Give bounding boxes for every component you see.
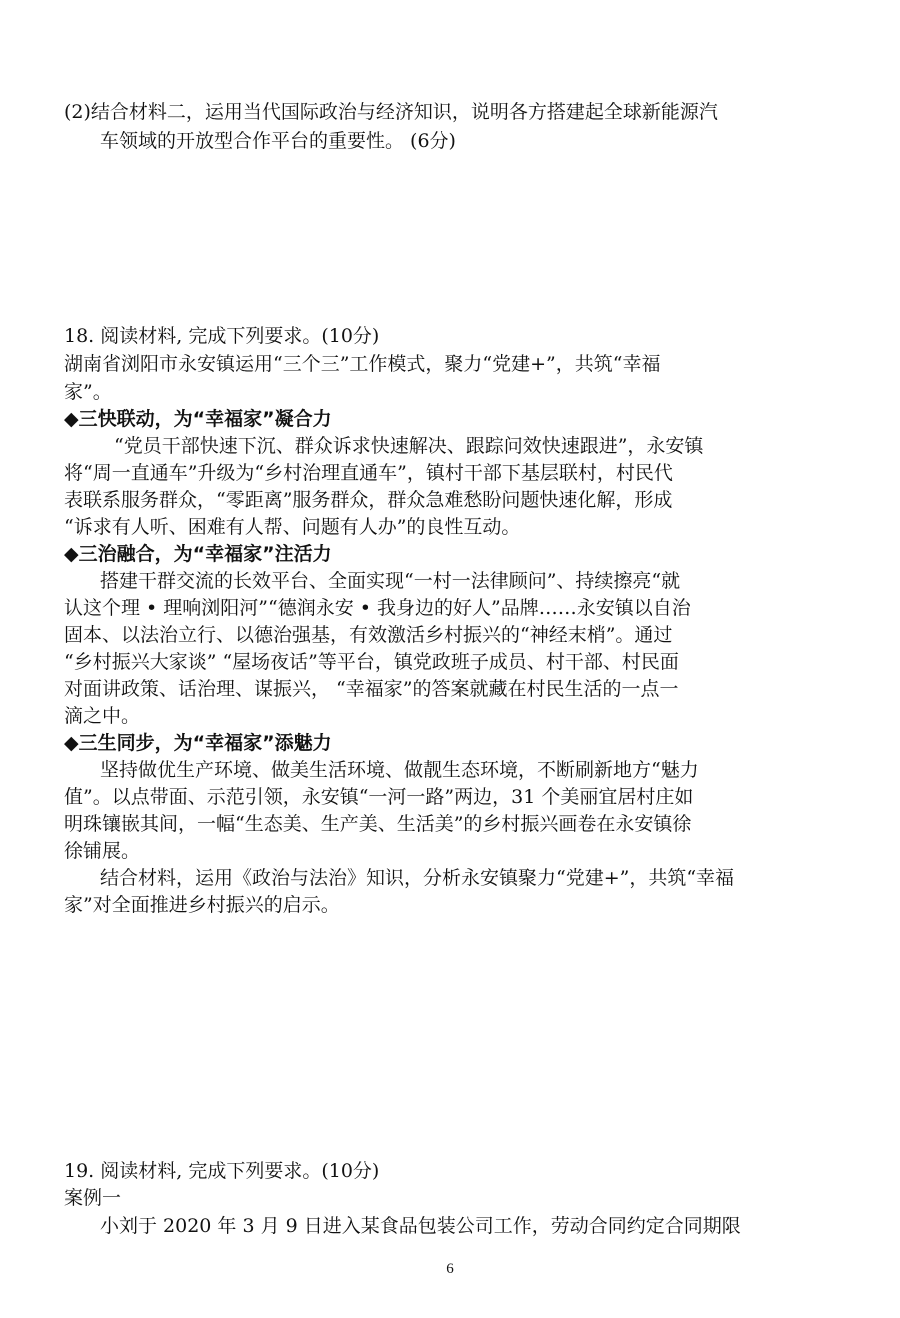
page-number: 6 — [446, 1261, 454, 1277]
section3-line-3: 明珠镶嵌其间，一幅“生态美、生产美、生活美”的乡村振兴画卷在永安镇徐 — [64, 813, 692, 835]
q18-intro-line-2: 家”。 — [64, 381, 112, 403]
q18-question-line-1: 结合材料，运用《政治与法治》知识，分析永安镇聚力“党建+”，共筑“幸福 — [100, 867, 735, 889]
section1-line-3: 表联系服务群众，“零距离”服务群众，群众急难愁盼问题快速化解，形成 — [64, 489, 673, 511]
section1-line-2: 将“周一直通车”升级为“乡村治理直通车”，镇村干部下基层联村，村民代 — [64, 462, 673, 484]
section1-line-4: “诉求有人听、困难有人帮、问题有人办”的良性互动。 — [64, 516, 521, 538]
section2-line-1: 搭建干群交流的长效平台、全面实现“一村一法律顾问”、持续擦亮“就 — [100, 570, 681, 592]
q18-intro-line-1: 湖南省浏阳市永安镇运用“三个三”工作模式，聚力“党建+”，共筑“幸福 — [64, 353, 661, 375]
section2-line-6: 滴之中。 — [64, 705, 141, 727]
section3-line-2: 值”。以点带面、示范引领，永安镇“一河一路”两边，31 个美丽宜居村庄如 — [64, 786, 694, 808]
q19-line-1: 小刘于 2020 年 3 月 9 日进入某食品包装公司工作，劳动合同约定合同期限 — [100, 1215, 741, 1237]
section2-line-5: 对面讲政策、话治理、谋振兴， “幸福家”的答案就藏在村民生活的一点一 — [64, 678, 679, 700]
section1-line-1: “党员干部快速下沉、群众诉求快速解决、跟踪问效快速跟进”，永安镇 — [114, 435, 704, 457]
section2-line-4: “乡村振兴大家谈” “屋场夜话”等平台，镇党政班子成员、村干部、村民面 — [64, 651, 679, 673]
q17-part2-line-2: 车领域的开放型合作平台的重要性。 (6分) — [100, 130, 456, 152]
section2-line-2: 认这个理 • 理响浏阳河”“德润永安 • 我身边的好人”品牌……永安镇以自治 — [64, 597, 691, 619]
q17-part2-line-1: (2)结合材料二，运用当代国际政治与经济知识，说明各方搭建起全球新能源汽 — [64, 101, 718, 123]
section3-line-4: 徐铺展。 — [64, 840, 141, 862]
section-title-3: ◆三生同步，为“幸福家”添魅力 — [64, 732, 332, 754]
section3-line-1: 坚持做优生产环境、做美生活环境、做靓生态环境，不断刷新地方“魅力 — [100, 759, 699, 781]
q18-header: 18. 阅读材料, 完成下列要求。(10分) — [64, 325, 380, 347]
section-title-1: ◆三快联动，为“幸福家”凝合力 — [64, 408, 332, 430]
q19-header: 19. 阅读材料, 完成下列要求。(10分) — [64, 1160, 380, 1182]
section-title-2: ◆三治融合，为“幸福家”注活力 — [64, 543, 332, 565]
q18-question-line-2: 家”对全面推进乡村振兴的启示。 — [64, 894, 340, 916]
q19-case-label: 案例一 — [64, 1187, 122, 1209]
section2-line-3: 固本、以法治立行、以德治强基，有效激活乡村振兴的“神经末梢”。通过 — [64, 624, 673, 646]
